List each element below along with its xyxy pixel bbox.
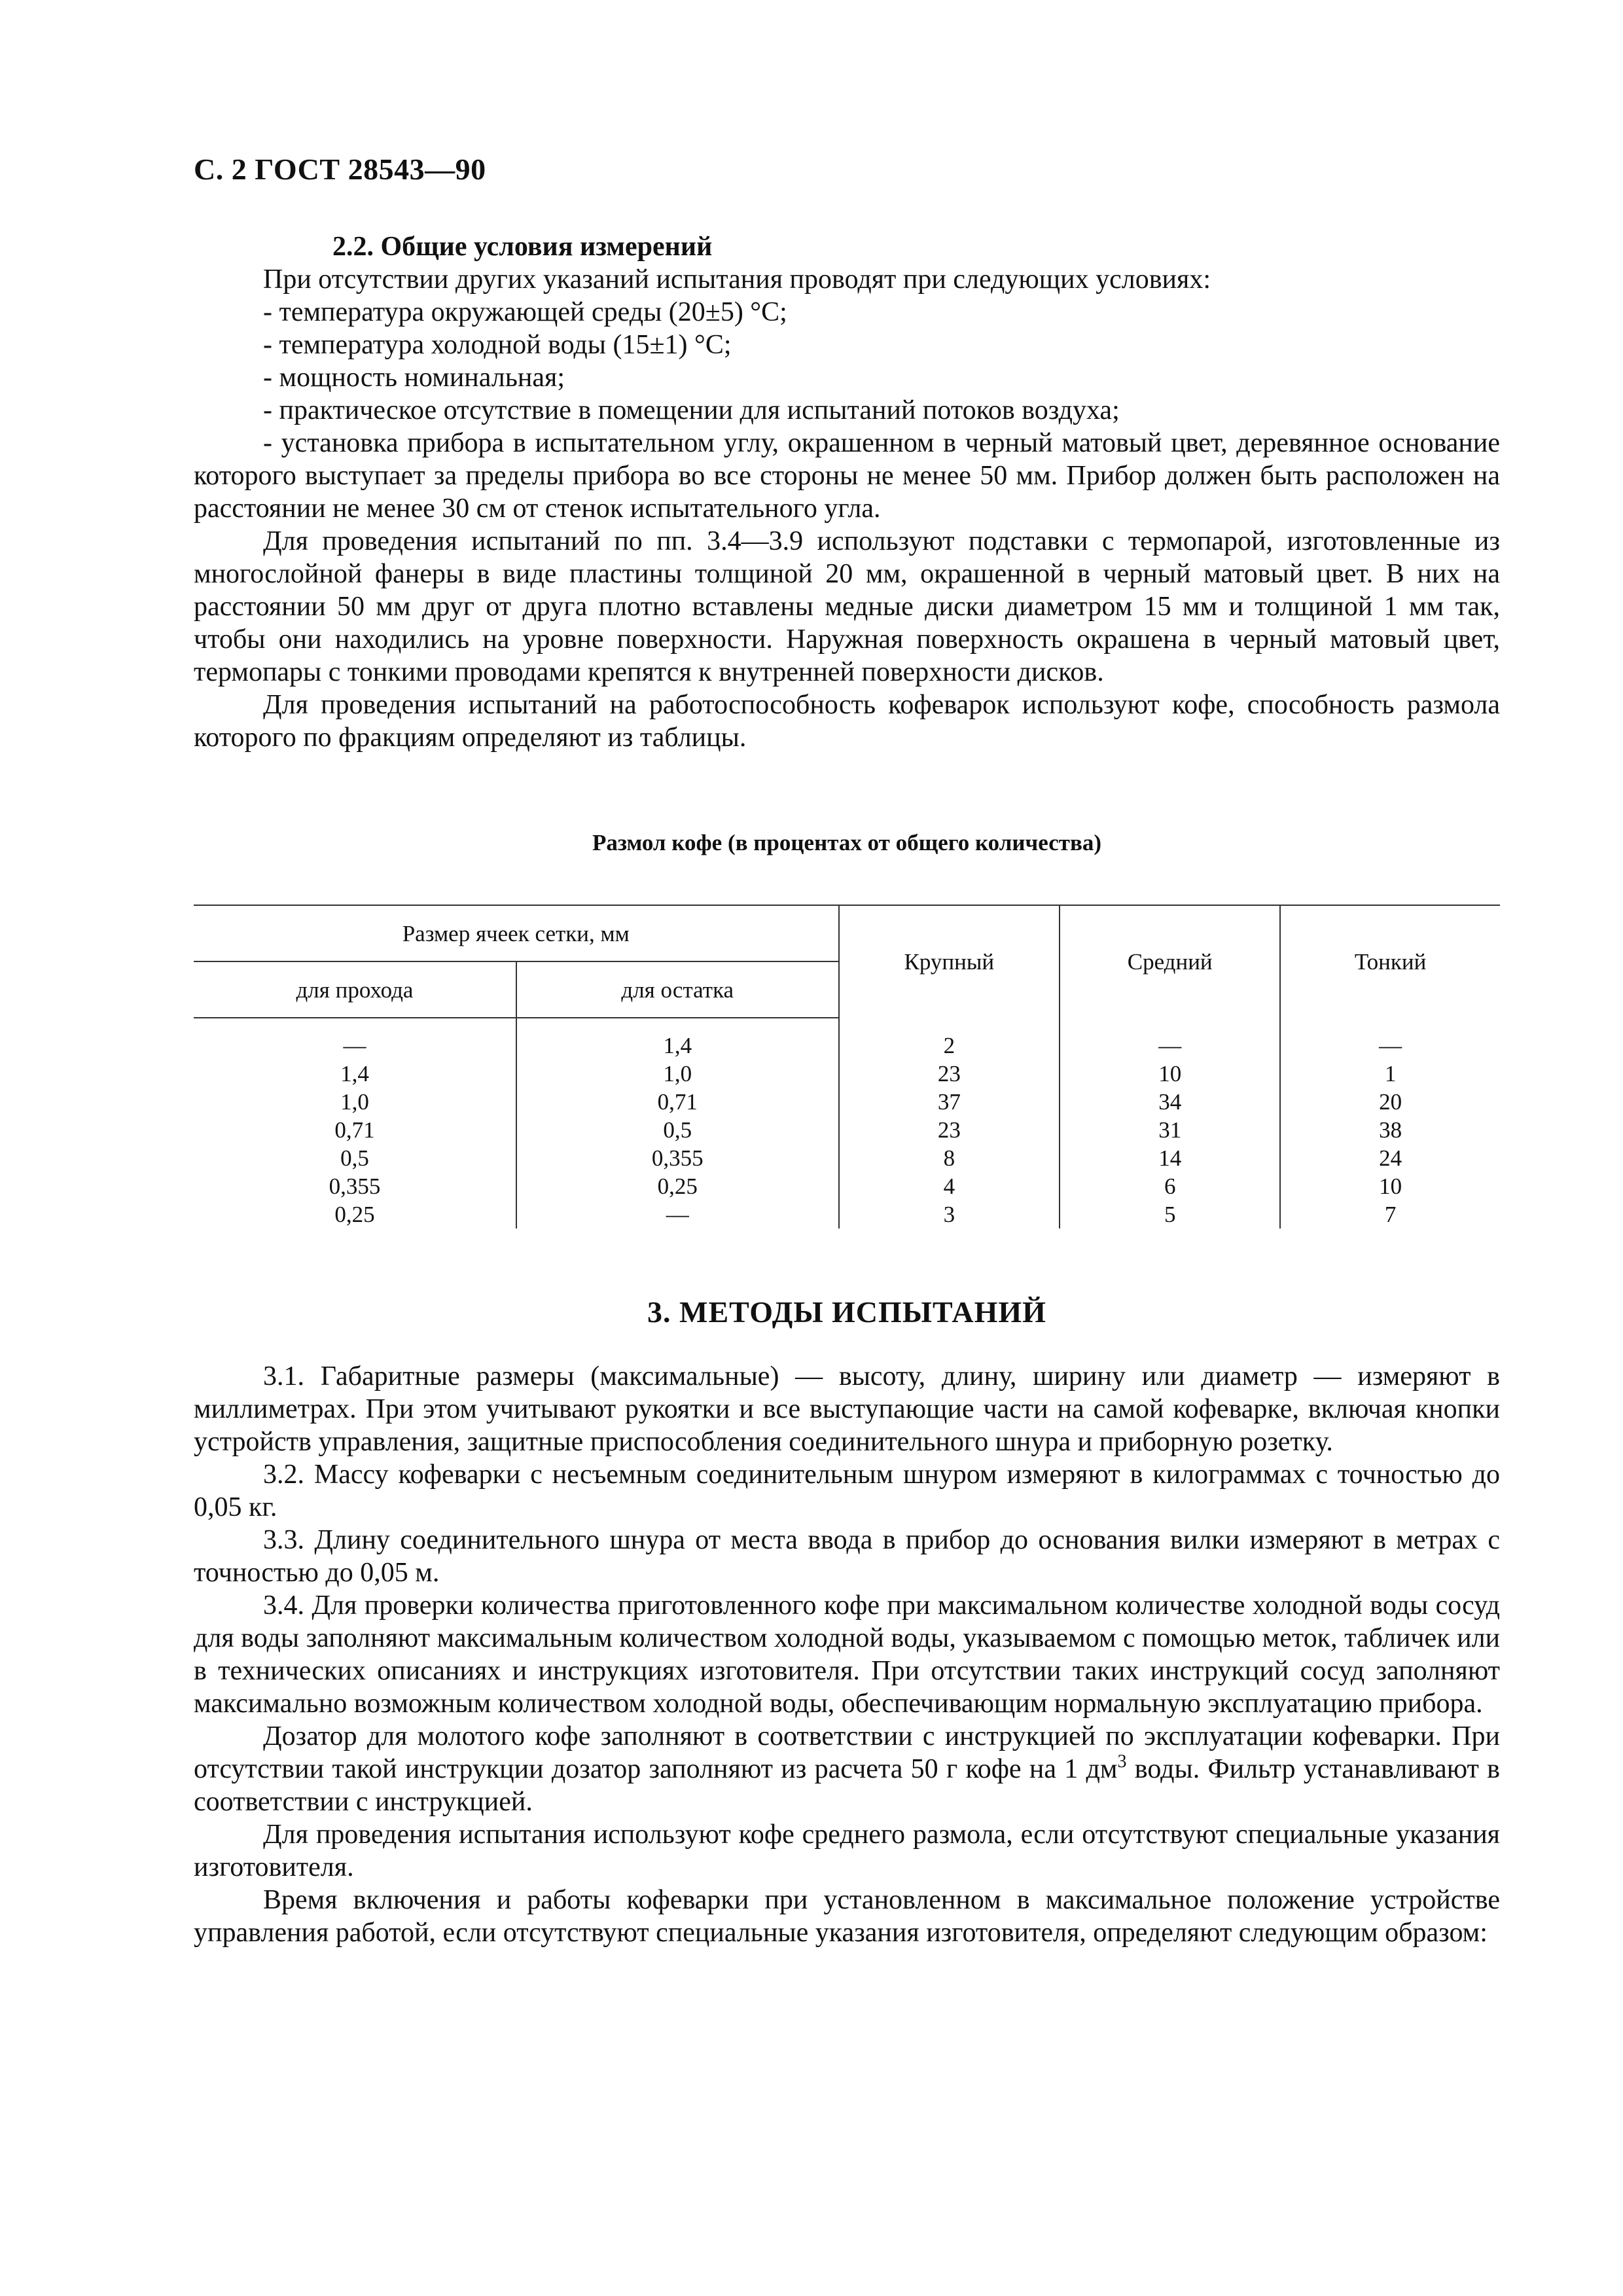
mesh-size-header: Размер ячеек сетки, мм	[194, 905, 839, 961]
subheader-residue: для остатка	[516, 961, 839, 1018]
table-cell: 23	[839, 1060, 1060, 1088]
table-row	[194, 1144, 1500, 1172]
table-row	[194, 1018, 1500, 1060]
condition-item-long: - установка прибора в испытательном углу, окрашенном в черный матовый цвет, деревянное основание которого выступает за пределы прибора во все стороны не менее 50 мм. Прибор должен быть расположен на расстоянии не менее 30 см от стенок испытательного угла.	[194, 428, 1500, 524]
table-cell: —	[516, 1200, 839, 1229]
grade-header-fine: Тонкий	[1280, 905, 1500, 1018]
section-2-2-intro: При отсутствии других указаний испытания проводят при следующих условиях:	[263, 264, 1211, 295]
paragraph-3-3: 3.3. Длину соединительного шнура от места ввода в прибор до основания вилки измеряют в метрах с точностью до 0,05 м.	[194, 1525, 1500, 1588]
table-cell: 5	[1060, 1200, 1280, 1229]
paragraph-stands: Для проведения испытаний по пп. 3.4—3.9 используют подставки с термопарой, изготовленные из многослойной фанеры в виде пластины толщиной 20 мм, окрашенной в черный матовый цвет. В них на расстоянии 50 мм друг от друга плотно вставлены медные диски диаметром 15 мм и толщиной 1 мм так, чтобы они находились на уровне поверхности. Наружная поверхность окрашена в черный матовый цвет, термопары с тонкими проводами крепятся к внутренней поверхности дисков.	[194, 526, 1500, 687]
table-cell: 1,0	[340, 1089, 369, 1115]
table-cell: 24	[1280, 1144, 1500, 1172]
table-row	[194, 1088, 1500, 1116]
section-2-2	[194, 230, 1500, 754]
table-cell: 38	[1280, 1116, 1500, 1144]
table-cell: 0,25	[516, 1172, 839, 1200]
table-cell: 23	[839, 1116, 1060, 1144]
condition-item: - температура холодной воды (15±1) °С;	[263, 330, 732, 360]
paragraph-3-1: 3.1. Габаритные размеры (максимальные) — высоту, длину, ширину или диаметр — измеряют в миллиметрах. При этом учитывают рукоятки и все выступающие части на самой кофеварке, включая кнопки устройств управления, защитные приспособления соединительного шнура и приборную розетку.	[194, 1361, 1500, 1457]
condition-item: - температура окружающей среды (20±5) °С;	[263, 297, 787, 327]
table-cell: 4	[839, 1172, 1060, 1200]
paragraph-doser-text-b: воды. Фильтр устанавливают в соответствии с инструкцией.	[194, 1754, 1500, 1817]
table-cell: 10	[1060, 1060, 1280, 1088]
condition-item: - мощность номинальная;	[263, 363, 565, 393]
paragraph-3-4: 3.4. Для проверки количества приготовленного кофе при максимальном количестве холодной воды сосуд для воды заполняют максимальным количеством холодной воды, указываемом с помощью меток, табличек или в технических описаниях и инструкциях изготовителя. При отсутствии таких инструкций сосуд заполняют максимально возможным количеством холодной воды, обеспечивающим нормальную эксплуатацию прибора.	[194, 1590, 1501, 1719]
table-cell: 1	[1280, 1060, 1500, 1088]
table-cell: 8	[839, 1144, 1060, 1172]
table-cell: 10	[1280, 1172, 1500, 1200]
table-cell: 0,5	[516, 1116, 839, 1144]
table-cell: 1,0	[516, 1060, 839, 1088]
subheader-pass: для прохода	[194, 961, 516, 1018]
table-cell: 3	[839, 1200, 1060, 1229]
table-cell: 0,25	[334, 1202, 375, 1227]
table-row	[194, 1172, 1500, 1200]
table-cell: 0,71	[334, 1117, 375, 1143]
table-cell: —	[1060, 1018, 1280, 1060]
table-cell: 0,355	[329, 1174, 381, 1199]
table-cell: —	[343, 1033, 366, 1058]
table-row	[194, 1200, 1500, 1229]
paragraph-medium-grind: Для проведения испытания используют кофе среднего размола, если отсутствуют специальные указания изготовителя.	[194, 1820, 1500, 1882]
section-3-title: 3. МЕТОДЫ ИСПЫТАНИЙ	[647, 1295, 1046, 1329]
table-cell: 1,4	[340, 1061, 369, 1086]
table-cell: 0,71	[516, 1088, 839, 1116]
grind-table	[194, 905, 1500, 1229]
table-cell: 14	[1060, 1144, 1280, 1172]
table-cell: 6	[1060, 1172, 1280, 1200]
paragraph-coffee: Для проведения испытаний на работоспособность кофеварок используют кофе, способность размола которого по фракциям определяют из таблицы.	[194, 690, 1500, 753]
condition-item: - практическое отсутствие в помещении для испытаний потоков воздуха;	[263, 395, 1120, 425]
table-cell: 34	[1060, 1088, 1280, 1116]
section-2-2-title: 2.2. Общие условия измерений	[332, 232, 713, 262]
table-cell: 37	[839, 1088, 1060, 1116]
table-cell: 1,4	[516, 1018, 839, 1060]
table-row	[194, 1060, 1500, 1088]
table-cell: 7	[1280, 1200, 1500, 1229]
paragraph-doser-text-a: Дозатор для молотого кофе заполняют в соответствии с инструкцией по эксплуатации кофеварки. При отсутствии такой инструкции дозатор заполняют из расчета 50 г кофе на 1 дм	[194, 1721, 1500, 1784]
paragraph-doser	[194, 1720, 1500, 1818]
table-cell: 20	[1280, 1088, 1500, 1116]
table-cell: 31	[1060, 1116, 1280, 1144]
paragraph-3-2: 3.2. Массу кофеварки с несъемным соединительным шнуром измеряют в килограммах с точностью до 0,05 кг.	[194, 1460, 1500, 1522]
table-cell: —	[1280, 1018, 1500, 1060]
table-cell: 2	[839, 1018, 1060, 1060]
table-cell: 0,5	[340, 1145, 369, 1171]
table-caption: Размол кофе (в процентах от общего количества)	[592, 830, 1101, 855]
superscript-3: 3	[1117, 1751, 1127, 1772]
paragraph-time: Время включения и работы кофеварки при установленном в максимальное положение устройстве управления работой, если отсутствуют специальные указания изготовителя, определяют следующим образом:	[194, 1885, 1500, 1948]
grade-header-medium: Средний	[1060, 905, 1280, 1018]
table-row	[194, 1116, 1500, 1144]
page-header: С. 2 ГОСТ 28543—90	[194, 152, 486, 186]
table-cell: 0,355	[516, 1144, 839, 1172]
section-3	[194, 1360, 1500, 1949]
grade-header-coarse: Крупный	[839, 905, 1060, 1018]
